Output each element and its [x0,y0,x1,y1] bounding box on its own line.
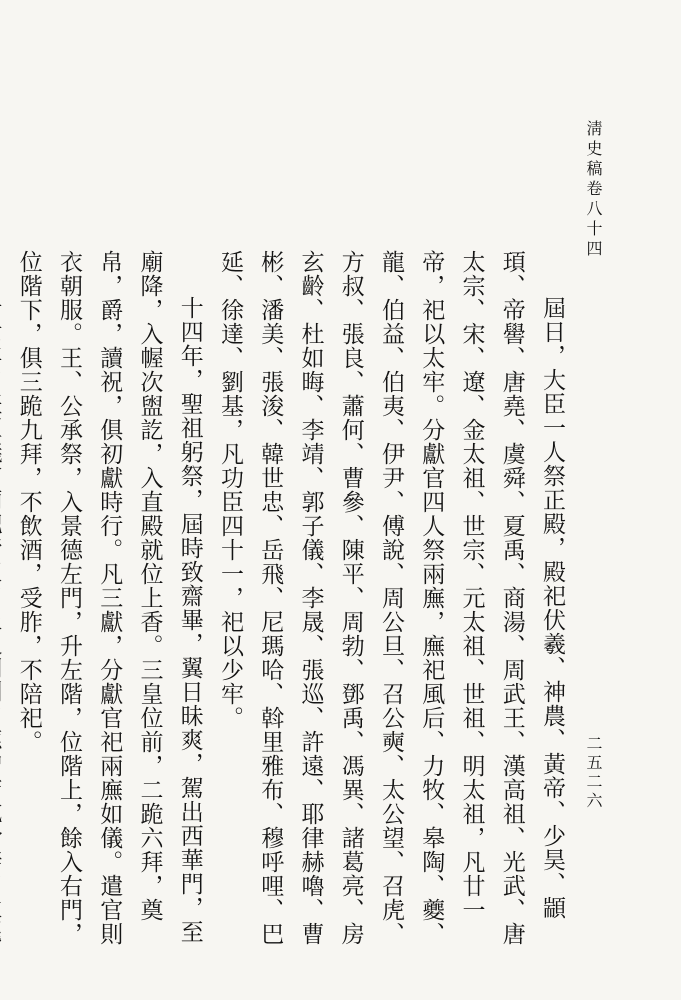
paragraph-year-fourteen: 十四年，聖祖躬祭，屆時致齋畢，翼日昧爽，駕出西華門，至廟降，入幄次盥訖，入直殿就位上香。三皇位前，二跪六拜，奠帛，爵，讀祝，俱初獻時行。凡三獻，分獻官祀兩廡如儀。遣官則衣朝服。王、公承祭，入景德左門，升左階，位階上，餘入右門，位階下，俱三跪九拜，不飲酒，受胙，不陪祀。 [15,250,203,946]
running-title: 淸史稿卷八十四 [584,120,603,260]
paragraph-year-seventeen [0,250,9,950]
paragraph-rites-list: 屆日，大臣一人祭正殿，殿祀伏羲、神農、黃帝、少昊、顓頊、帝嚳、唐堯、虞舜、夏禹、商湯、周武王、漢高祖、光武、唐太宗、宋、遼、金太祖、世宗、元太祖、世祖、明太祖，凡廿一帝，祀以太牢。分獻官四人祭兩廡，廡祀風后、力牧、皋陶、夔、龍、伯益、伯夷、伊尹、傅說、周公旦、召公奭、太公望、召虎、方叔、張良、蕭何、曹參、陳平、周勃、鄧禹、馮異、諸葛亮、房玄齡、杜如晦、李靖、郭子儀、李晟、張巡、許遠、耶律赫嚕、曹彬、潘美、張浚、韓世忠、岳飛、尼瑪哈、斡里雅布、穆呼哩、巴延、徐達、劉基，凡功臣四十一，祀以少牢。 [217,250,565,946]
vertical-text-body [15,250,572,950]
page-number: 二五二六 [584,735,603,811]
